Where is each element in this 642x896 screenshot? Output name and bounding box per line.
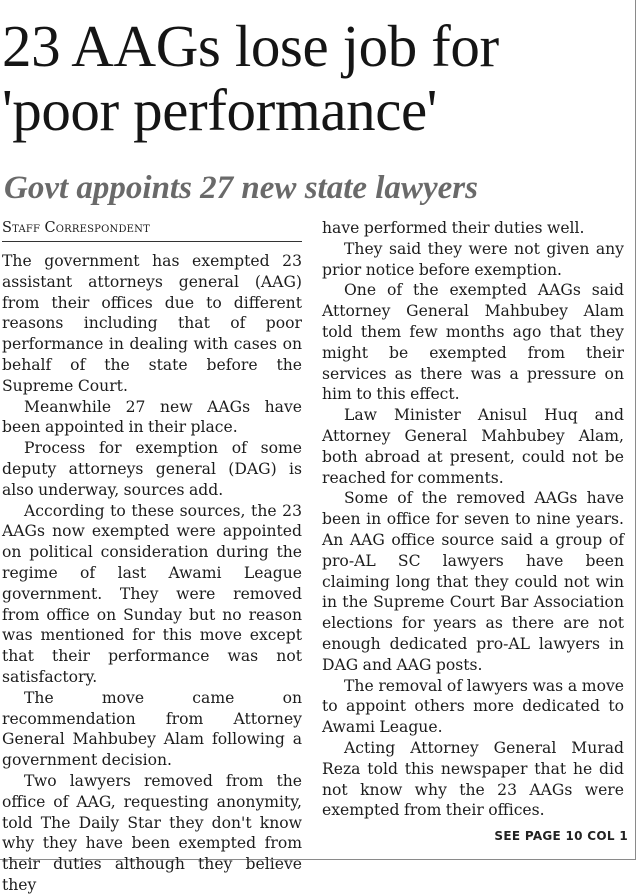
paragraph: According to these sources, the 23 AAGs now exempted were appointed on political consideration during the regime of last Awami League government. They were removed from office on Sunday but no reason was mentioned for this move except that their performance was not satisfactory. bbox=[2, 501, 302, 686]
paragraph: The move came on recommendation from Attorney General Mahbubey Alam following a government decision. bbox=[2, 688, 302, 770]
paragraph: The removal of lawyers was a move to appoint others more dedicated to Awami League. bbox=[322, 676, 624, 737]
headline bbox=[2, 14, 636, 142]
paragraph: Process for exemption of some deputy attorneys general (DAG) is also underway, sources add. bbox=[2, 439, 302, 499]
article-column-right bbox=[322, 218, 624, 821]
paragraph: Law Minister Anisul Huq and Attorney General Mahbubey Alam, both abroad at present, could not be reached for comments. bbox=[322, 406, 624, 487]
article-column-left bbox=[2, 218, 302, 896]
paragraph: Meanwhile 27 new AAGs have been appointed in their place. bbox=[2, 397, 302, 437]
paragraph: They said they were not given any prior notice before exemption. bbox=[322, 239, 624, 279]
byline: Staff Correspondent bbox=[2, 218, 302, 242]
paragraph: Some of the removed AAGs have been in office for seven to nine years. An AAG office source said a group of pro-AL SC lawyers have been claiming long that they could not win in the Supreme Court Bar Association elections for years as there are not enough dedicated pro-AL lawyers in DAG and AAG posts. bbox=[322, 489, 624, 674]
paragraph: Acting Attorney General Murad Reza told this newspaper that he did not know why the 23 AAGs were exempted from their offices. bbox=[322, 738, 624, 820]
paragraph: The government has exempted 23 assistant attorneys general (AAG) from their offices due to different reasons including that of poor performance in dealing with cases on behalf of the state before the Supreme Court. bbox=[2, 252, 302, 395]
headline-line-1: 23 AAGs lose job for bbox=[2, 13, 499, 79]
continued-on-page-note: SEE PAGE 10 COL 1 bbox=[494, 829, 628, 843]
headline-line-2: 'poor performance' bbox=[2, 77, 438, 143]
subheadline: Govt appoints 27 new state lawyers bbox=[4, 170, 478, 206]
paragraph: One of the exempted AAGs said Attorney General Mahbubey Alam told them few months ago that they might be exempted from their services as there was a pressure on him to this effect. bbox=[322, 281, 624, 404]
paragraph: Two lawyers removed from the office of AAG, requesting anonymity, told The Daily Star they don't know why they have been exempted from their duties although they believe they bbox=[2, 771, 302, 894]
paragraph-continuation: have performed their duties well. bbox=[322, 219, 585, 237]
